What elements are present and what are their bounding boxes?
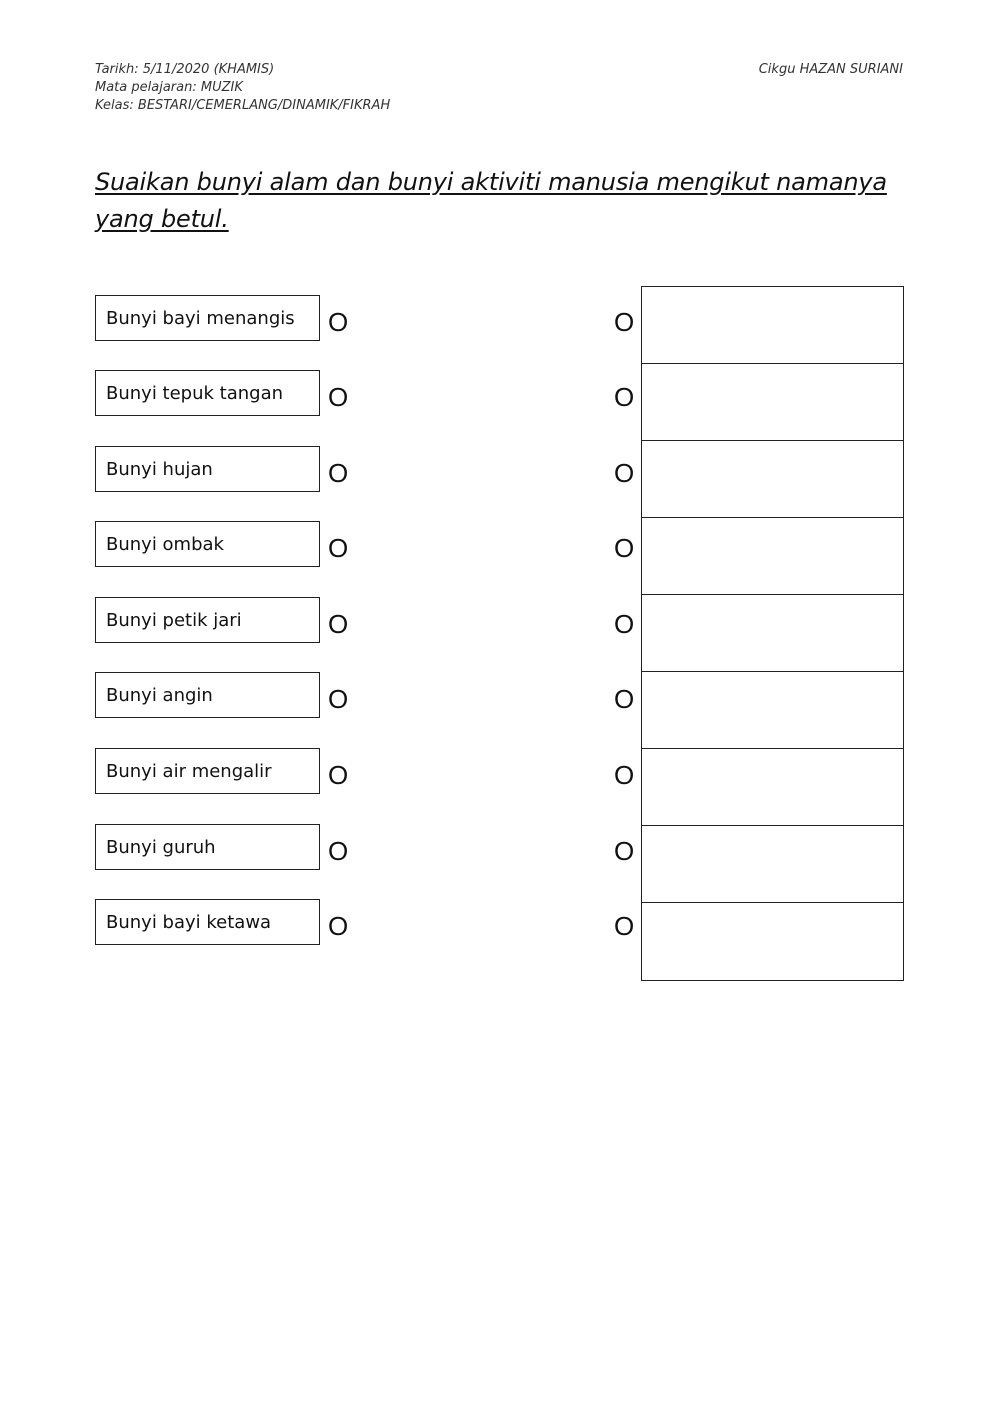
answer-drop-box[interactable] (642, 287, 903, 364)
sound-label: Bunyi bayi menangis (106, 307, 295, 329)
teacher-name: Cikgu HAZAN SURIANI (758, 62, 903, 77)
answer-column (641, 286, 904, 981)
right-connector-dot[interactable]: O (614, 836, 635, 866)
sound-label: Bunyi tepuk tangan (106, 382, 284, 404)
right-connector-dot[interactable]: O (614, 609, 635, 639)
left-connector-dot[interactable]: O (328, 684, 349, 714)
sound-label: Bunyi petik jari (106, 609, 242, 631)
sound-label-box (95, 370, 320, 416)
sound-label: Bunyi hujan (106, 458, 213, 480)
sound-label-box (95, 295, 320, 341)
instruction-heading: Suaikan bunyi alam dan bunyi aktiviti manusia mengikut namanya yang betul. (95, 168, 887, 233)
right-connector-dot[interactable]: O (614, 684, 635, 714)
left-connector-dot[interactable]: O (328, 533, 349, 563)
right-connector-dot[interactable]: O (614, 760, 635, 790)
sound-label: Bunyi angin (106, 684, 213, 706)
answer-drop-box[interactable] (642, 903, 903, 980)
answer-drop-box[interactable] (642, 518, 903, 595)
header-info (95, 61, 390, 115)
left-connector-dot[interactable]: O (328, 836, 349, 866)
left-connector-dot[interactable]: O (328, 760, 349, 790)
sound-label-box (95, 672, 320, 718)
subject-line: Mata pelajaran: MUZIK (95, 80, 243, 95)
sound-label-box (95, 597, 320, 643)
sound-label: Bunyi guruh (106, 836, 216, 858)
answer-drop-box[interactable] (642, 364, 903, 441)
sound-label-box (95, 899, 320, 945)
date-line: Tarikh: 5/11/2020 (KHAMIS) (95, 62, 275, 77)
answer-drop-box[interactable] (642, 672, 903, 749)
sound-label-box (95, 824, 320, 870)
answer-drop-box[interactable] (642, 441, 903, 518)
sound-label: Bunyi air mengalir (106, 760, 272, 782)
right-connector-dot[interactable]: O (614, 382, 635, 412)
answer-drop-box[interactable] (642, 826, 903, 903)
left-connector-dot[interactable]: O (328, 382, 349, 412)
answer-drop-box[interactable] (642, 749, 903, 826)
class-line: Kelas: BESTARI/CEMERLANG/DINAMIK/FIKRAH (95, 98, 391, 113)
right-connector-dot[interactable]: O (614, 533, 635, 563)
right-connector-dot[interactable]: O (614, 458, 635, 488)
sound-label: Bunyi bayi ketawa (106, 911, 272, 933)
left-connector-dot[interactable]: O (328, 307, 349, 337)
sound-label: Bunyi ombak (106, 533, 224, 555)
answer-drop-box[interactable] (642, 595, 903, 672)
right-connector-dot[interactable]: O (614, 911, 635, 941)
right-connector-dot[interactable]: O (614, 307, 635, 337)
sound-label-box (95, 748, 320, 794)
left-connector-dot[interactable]: O (328, 609, 349, 639)
sound-label-box (95, 446, 320, 492)
left-connector-dot[interactable]: O (328, 458, 349, 488)
sound-label-box (95, 521, 320, 567)
left-connector-dot[interactable]: O (328, 911, 349, 941)
